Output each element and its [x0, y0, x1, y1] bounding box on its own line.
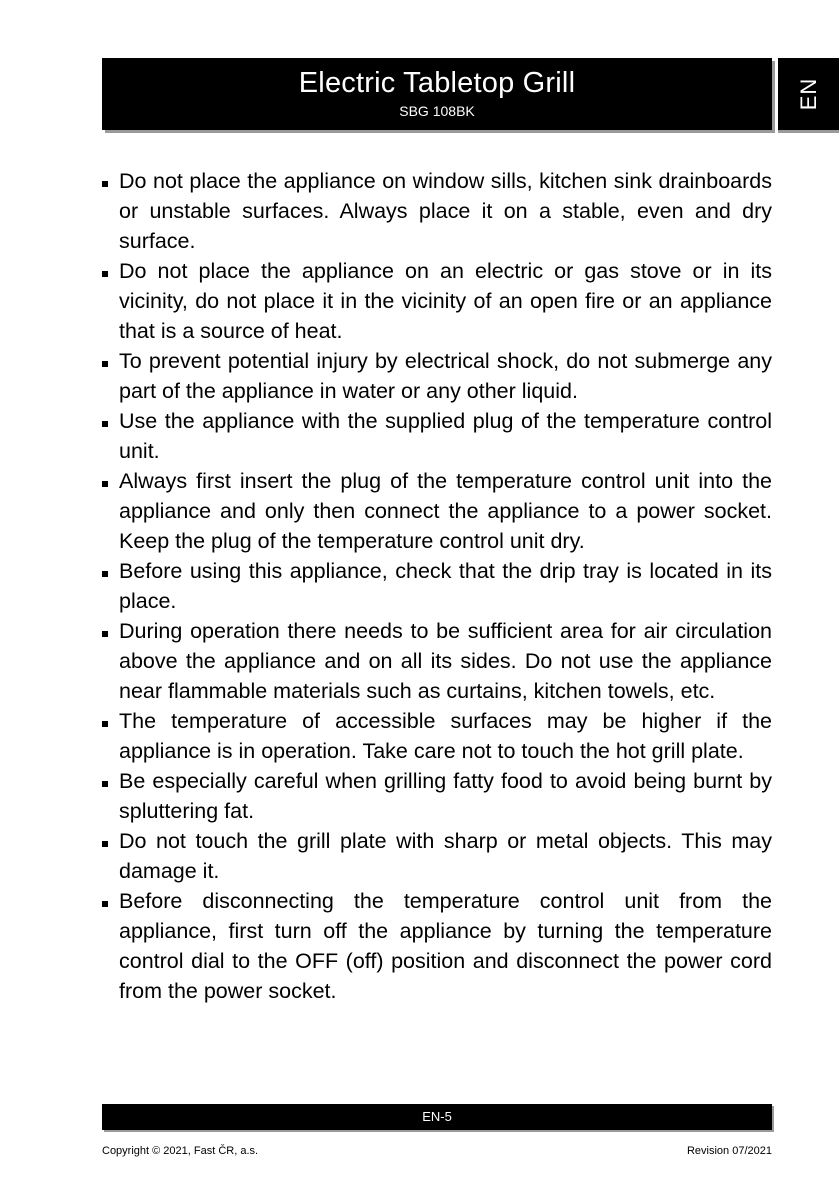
copyright-notice: Copyright © 2021, Fast ČR, a.s. [102, 1145, 259, 1157]
page-number: EN-5 [422, 1109, 452, 1124]
list-item [102, 556, 772, 616]
list-item-text: Be especially careful when grilling fatty food to avoid being burnt by spluttering fat. [119, 769, 772, 823]
bullet-square-icon [102, 421, 108, 427]
bullet-list [102, 166, 772, 1006]
list-item [102, 406, 772, 466]
bullet-square-icon [102, 721, 108, 727]
bullet-square-icon [102, 631, 108, 637]
list-item-text: Always first insert the plug of the temperature control unit into the appliance and only then connect the appliance to a power socket. Keep the plug of the temperature control unit dry. [119, 469, 772, 553]
list-item-text: Do not place the appliance on window sills, kitchen sink drainboards or unstable surfaces. Always place it on a stable, even and dry surface. [119, 169, 772, 253]
document-title: Electric Tabletop Grill [298, 67, 576, 99]
list-item-text: During operation there needs to be sufficient area for air circulation above the appliance and on all its sides. Do not use the appliance near flammable materials such as curtains, kitchen towels, etc. [119, 619, 772, 703]
list-item [102, 256, 772, 346]
bullet-square-icon [102, 841, 108, 847]
language-tab [778, 58, 839, 130]
language-tab-label: EN [795, 77, 821, 111]
list-item [102, 766, 772, 826]
list-item [102, 616, 772, 706]
list-item-text: Do not place the appliance on an electric or gas stove or in its vicinity, do not place it in the vicinity of an open fire or an appliance that is a source of heat. [119, 259, 772, 343]
list-item [102, 166, 772, 256]
bullet-square-icon [102, 271, 108, 277]
list-item [102, 466, 772, 556]
bullet-square-icon [102, 901, 108, 907]
header-banner [102, 58, 772, 130]
page-number-bar [102, 1104, 772, 1130]
list-item-text: Before using this appliance, check that the drip tray is located in its place. [119, 559, 772, 613]
list-item-text: Do not touch the grill plate with sharp or metal objects. This may damage it. [119, 829, 772, 883]
revision-label: Revision 07/2021 [686, 1145, 772, 1157]
bullet-square-icon [102, 481, 108, 487]
bullet-square-icon [102, 361, 108, 367]
model-number: SBG 108BK [399, 103, 475, 119]
list-item [102, 346, 772, 406]
list-item-text: Before disconnecting the temperature control unit from the appliance, first turn off the appliance by turning the temperature control dial to the OFF (off) position and disconnect the power cord from the power socket. [119, 889, 772, 1003]
list-item-text: To prevent potential injury by electrical shock, do not submerge any part of the appliance in water or any other liquid. [119, 349, 772, 403]
safety-instructions [102, 166, 772, 1006]
list-item-text: Use the appliance with the supplied plug of the temperature control unit. [119, 409, 772, 463]
bullet-square-icon [102, 571, 108, 577]
list-item [102, 886, 772, 1006]
bullet-square-icon [102, 781, 108, 787]
list-item-text: The temperature of accessible surfaces may be higher if the appliance is in operation. Take care not to touch the hot grill plate. [119, 709, 772, 763]
list-item [102, 826, 772, 886]
bullet-square-icon [102, 181, 108, 187]
list-item [102, 706, 772, 766]
